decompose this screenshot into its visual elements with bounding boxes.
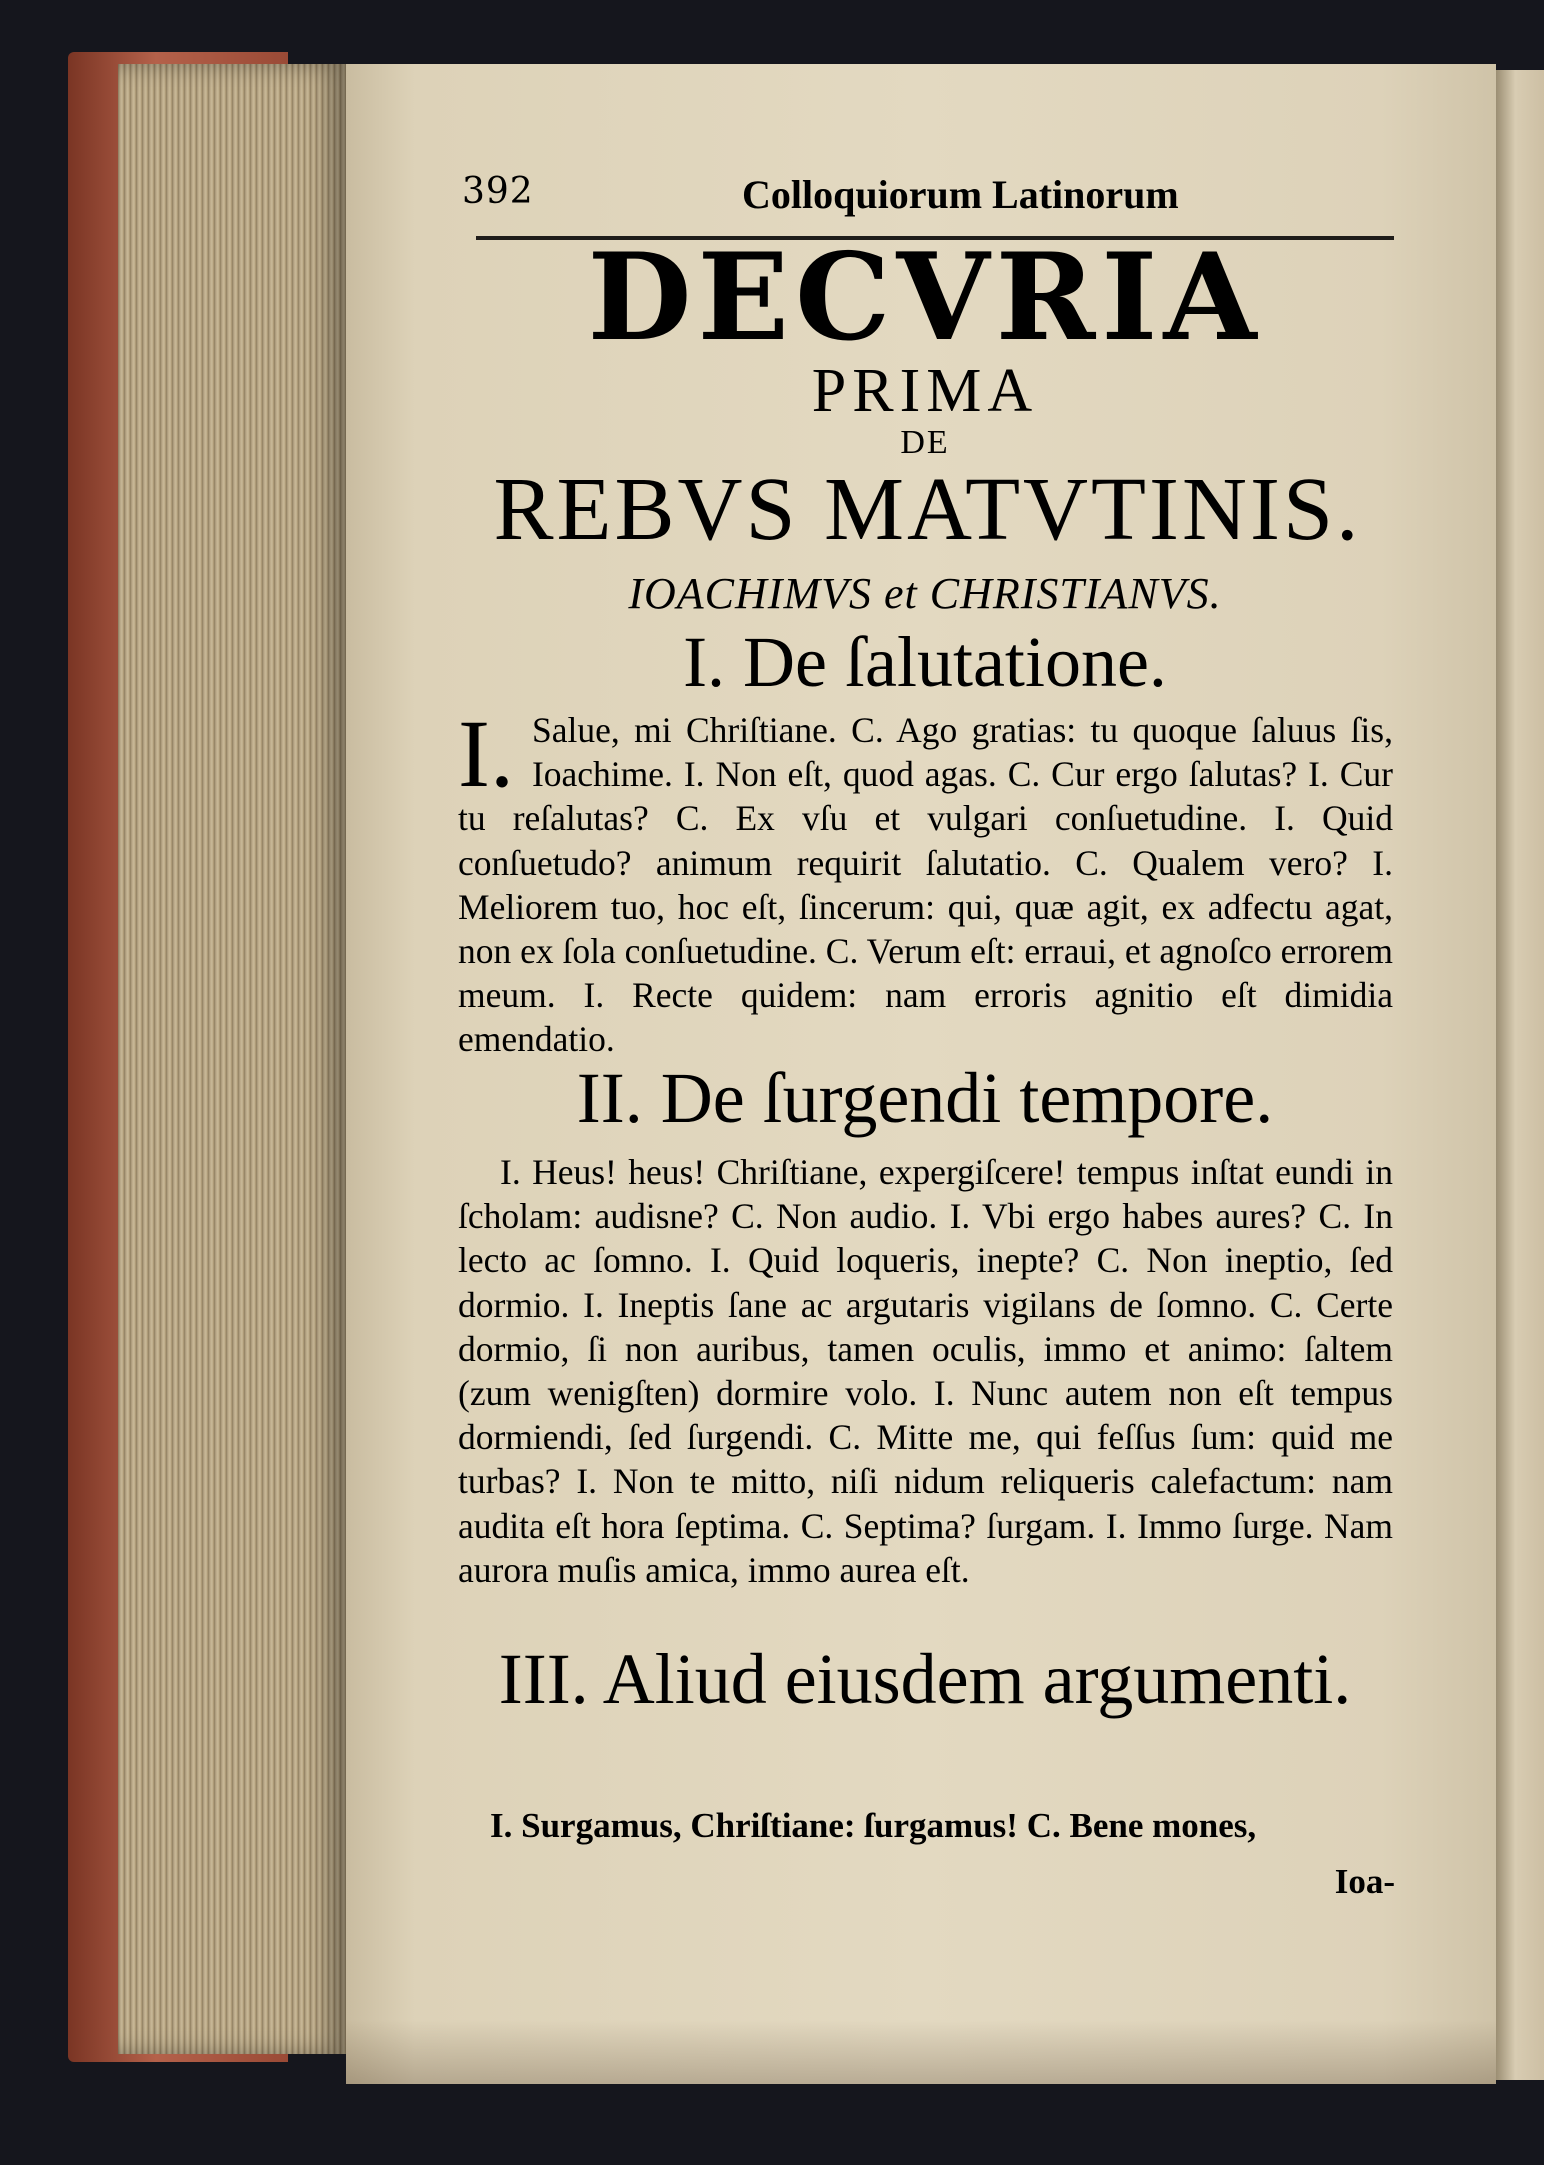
chapter-subtitle: PRIMA — [811, 357, 1039, 425]
catchword: Ioa- — [1334, 1862, 1395, 1901]
chapter-topic: REBVS MATVTINIS. — [493, 460, 1362, 559]
page-shadow — [346, 2020, 1496, 2084]
paragraph-body: I. Surgamus, Chriſtiane: ſurgamus! C. Bene mones, — [490, 1806, 1257, 1845]
paragraph-body: Salue, mi Chriſtiane. C. Ago gratias: tu quoque ſaluus ſis, Ioachime. I. Non eſt, quod agas. C. Cur ergo ſalutas? I. Cur tu reſalutas? C. Ex vſu et vulgari conſuetudine. I. Quid conſuetudo? animum requirit ſalutatio. C. Qualem vero? I. Meliorem tuo, hoc eſt, ſincerum: qui, quæ agit, ex adfectu agat, non ex ſola conſuetudine. C. Verum eſt: erraui, et agnoſco errorem meum. I. Recte quidem: nam erroris agnitio eſt dimidia emendatio. — [458, 710, 1393, 1060]
paragraph-body: I. Heus! heus! Chriſtiane, expergiſcere! tempus inſtat eundi in ſcholam: audisne? C. Non audio. I. Vbi ergo habes aures? C. In lecto ac ſomno. I. Quid loqueris, inepte? C. Non ineptio, ſed dormio. I. Ineptis ſane ac argutaris vigilans de ſomno. C. Certe dormio, ſi non auribus, tamen oculis, immo et animo: ſaltem (zum wenigſten) dormire volo. I. Nunc autem non eſt tempus dormiendi, ſed ſurgendi. C. Mitte me, qui feſſus ſum: quid me turbas? I. Non te mitto, niſi nidum reliqueris calefactum: nam audita eſt hora ſeptima. C. Septima? ſurgam. I. Immo ſurge. Nam aurora muſis amica, immo aurea eſt. — [458, 1152, 1393, 1590]
running-title: Colloquiorum Latinorum — [742, 172, 1179, 217]
facing-page-edge — [1496, 70, 1544, 2080]
section-text — [458, 1150, 1393, 1592]
section-title: II. De ſurgendi tempore. — [576, 1058, 1274, 1138]
section-text — [490, 1806, 1395, 1846]
chapter-de: DE — [900, 424, 950, 461]
drop-initial: I. — [458, 700, 514, 807]
page-number: 392 — [462, 171, 534, 212]
section-title: I. De ſalutatione. — [683, 622, 1167, 702]
dialogue-persons: IOACHIMVS et CHRISTIANVS. — [628, 569, 1222, 618]
section-text — [458, 700, 1393, 1062]
running-head — [462, 165, 1397, 225]
page-edges — [118, 64, 348, 2054]
section-title: III. Aliud eiusdem argumenti. — [498, 1639, 1352, 1719]
chapter-title: DECVRIA — [587, 227, 1263, 368]
